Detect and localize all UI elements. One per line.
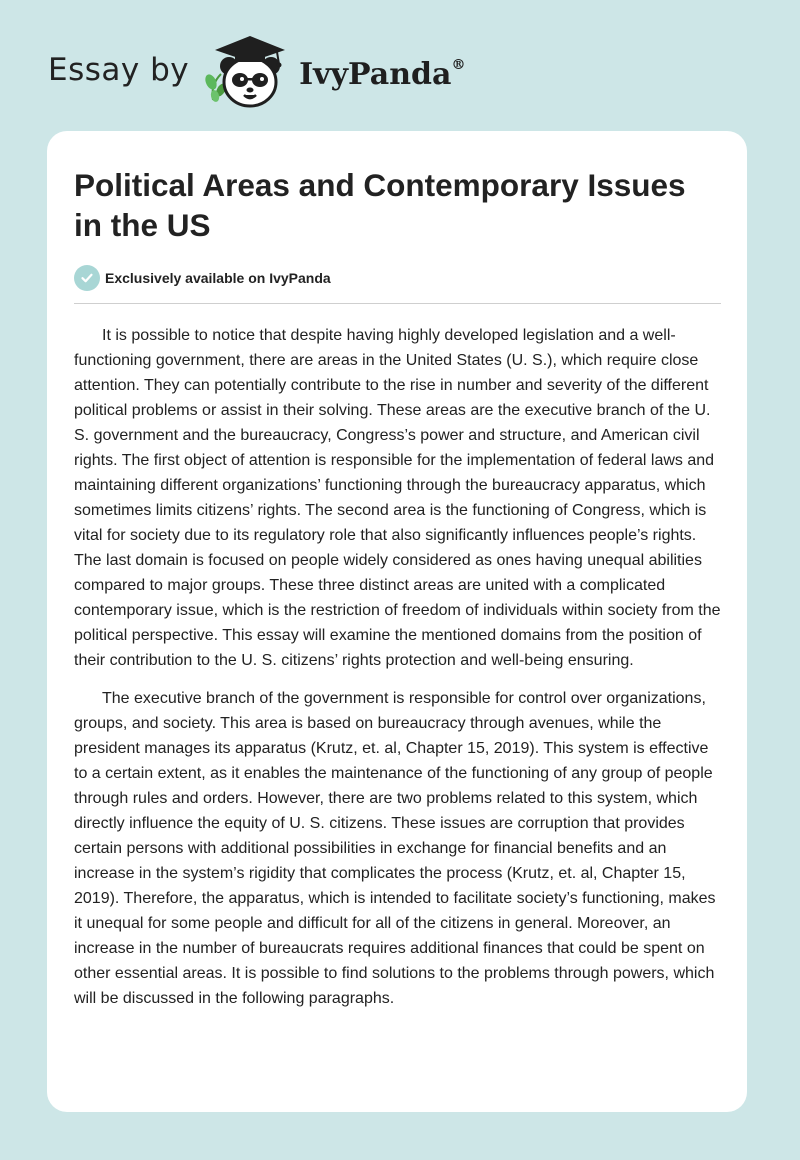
essay-title: Political Areas and Contemporary Issues in the US <box>74 167 686 243</box>
divider <box>74 303 721 304</box>
exclusive-label: Exclusively available on IvyPanda <box>105 270 331 286</box>
essay-card <box>47 131 747 1112</box>
registered-mark: ® <box>451 56 466 73</box>
panda-graduate-logo-icon[interactable] <box>201 30 295 110</box>
paragraph: The executive branch of the government is responsible for control over organizations, groups, and society. This area is based on bureaucracy through avenues, while the president manages its apparatus (Krutz, et. al, Chapter 15, 2019). This system is effective to a certain extent, as it enables the maintenance of the functioning of any group of people through rules and orders. However, there are two problems related to this system, which directly influence the equity of U. S. citizens. These issues are corruption that provides certain persons with additional possibilities in exchange for financial benefits and an increase in the system’s rigidity that complicates the process (Krutz, et. al, Chapter 15, 2019). Therefore, the apparatus, which is intended to facilitate society’s functioning, makes it unequal for some people and difficult for all of the citizens in general. Moreover, an increase in the number of bureaucrats requires additional finances that could be spent on other essential areas. It is possible to find solutions to the problems through powers, which will be discussed in the following paragraphs. <box>74 690 716 1007</box>
paragraph: It is possible to notice that despite having highly developed legislation and a well-functioning government, there are areas in the United States (U. S.), which require close attention. They can potentially contribute to the rise in number and severity of the different political problems or assist in their solving. These areas are the executive branch of the U. S. government and the bureaucracy, Congress’s power and structure, and American civil rights. The first object of attention is responsible for the implementation of federal laws and maintaining different organizations’ functioning through the bureaucracy apparatus, which sometimes limits citizens’ rights. The second area is the functioning of Congress, which is vital for society due to its regulatory role that also significantly influences people’s rights. The last domain is focused on people widely considered as ones having unequal abilities compared to major groups. These three distinct areas are united with a complicated contemporary issue, which is the restriction of freedom of individuals within society from the political perspective. This essay will examine the mentioned domains from the position of their contribution to the U. S. citizens’ rights protection and well-being ensuring. <box>74 327 721 669</box>
exclusive-badge <box>74 265 721 291</box>
essay-body <box>74 323 721 1011</box>
brand-name[interactable] <box>299 57 465 92</box>
site-header <box>48 30 465 110</box>
essay-by-label: Essay by <box>48 52 190 88</box>
brand-name-text: IvyPanda <box>299 56 452 92</box>
check-circle-icon <box>74 265 100 291</box>
